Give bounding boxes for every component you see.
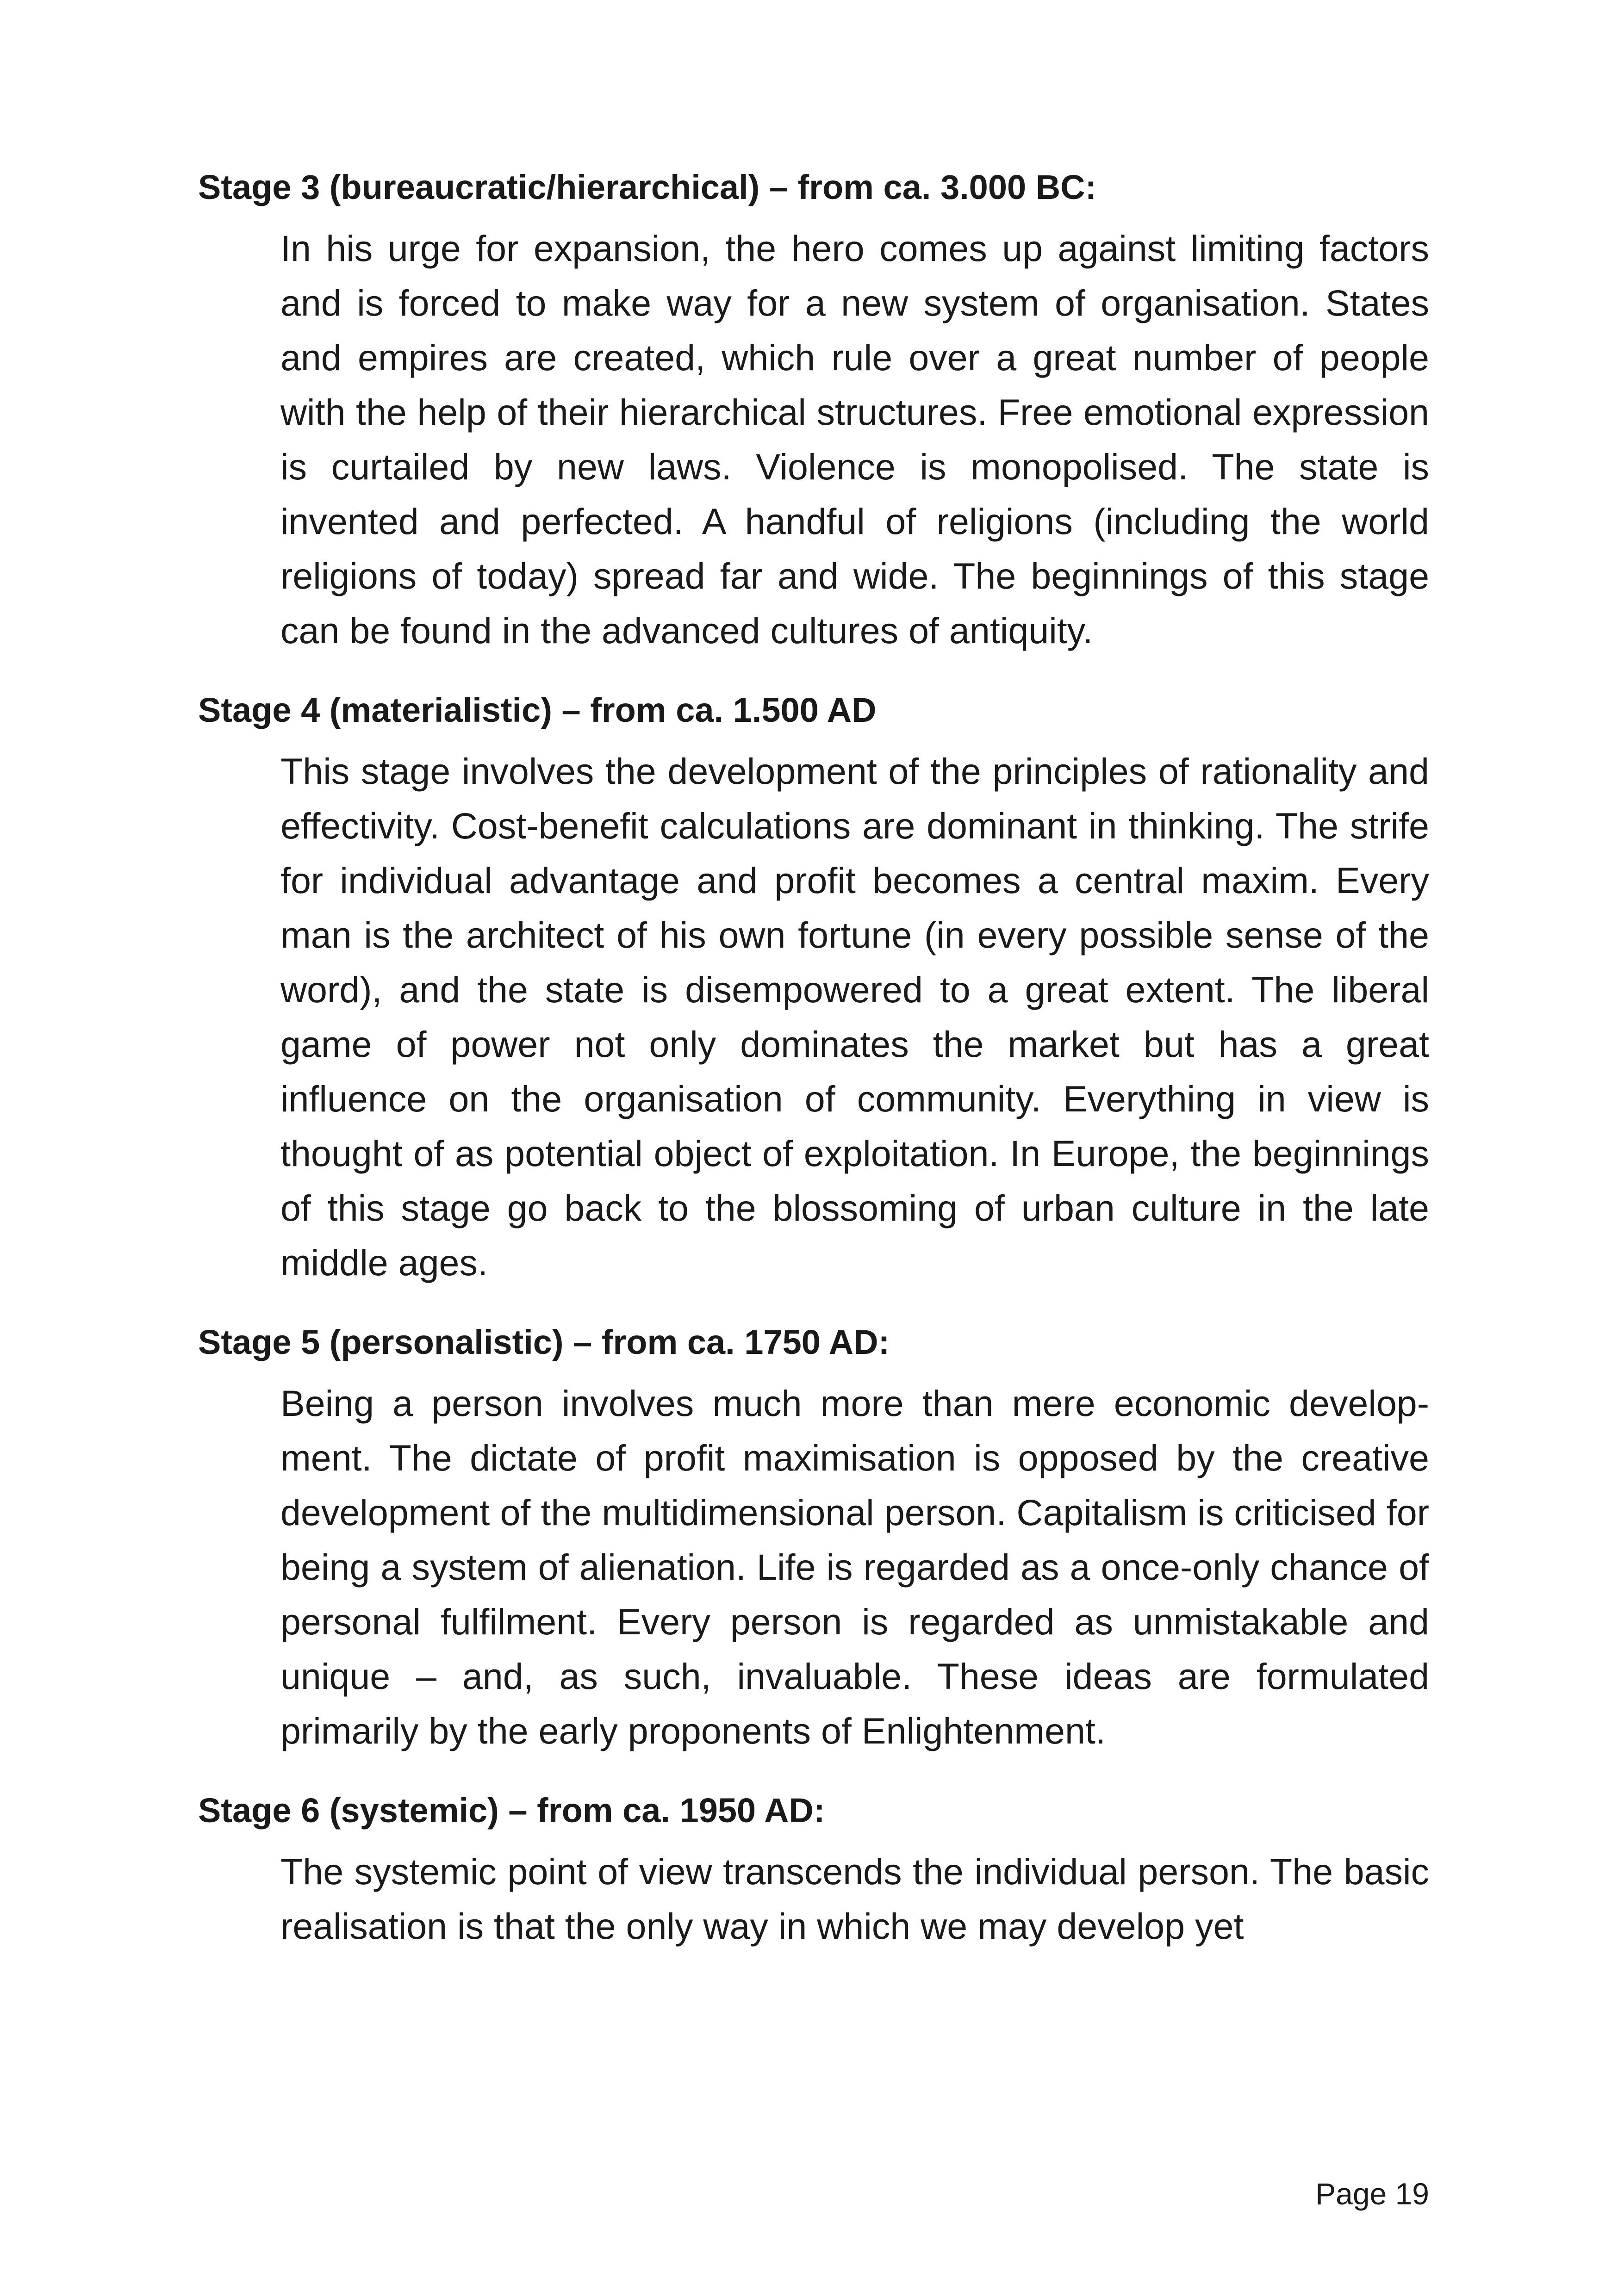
page-number: Page 19 [1315,2177,1429,2211]
stage-6-section [198,1785,1429,1954]
stage-6-body: The systemic point of view transcends the individual person. The basic realisation is that the only way in which we may develop yet [280,1851,1429,1947]
stage-5-body: Being a person involves much more than mere economic development. The dictate of profit maximisation is opposed by the creative development of the multidimensional person. Capitalism is criticised for being a system of alienation. Life is regarded as a once-only chance of personal fulfilment. Every person is regarded as unmistakable and unique – and, as such, invaluable. These ideas are formulated primarily by the early proponents of Enlightenment. [280,1383,1429,1751]
stage-3-heading: Stage 3 (bureaucratic/hierarchical) – from ca. 3.000 BC: [198,168,1097,206]
page-content [198,162,1429,1980]
stage-4-heading: Stage 4 (materialistic) – from ca. 1.500 AD [198,691,877,729]
stage-4-body: This stage involves the development of the principles of rationality and effectivity. Cost-benefit calculations are dominant in thinking. The strife for individual advantage and profit becomes a central maxim. Every man is the architect of his own fortune (in every possible sense of the word), and the state is disempowered to a great extent. The liberal game of power not only dominates the market but has a great influence on the organisation of community. Everything in view is thought of as potential object of exploitation. In Europe, the beginnings of this stage go back to the blossoming of urban culture in the late middle ages. [280,751,1429,1283]
stage-5-heading: Stage 5 (personalistic) – from ca. 1750 AD: [198,1323,890,1361]
stage-4-section [198,685,1429,1290]
stage-3-body: In his urge for expansion, the hero comes up against limiting factors and is forced to make way for a new system of organisation. States and empires are created, which rule over a great number of people with the help of their hierarchical structures. Free emotional expression is curtailed by new laws. Violence is monopolised. The state is invented and perfected. A handful of religions (including the world religions of today) spread far and wide. The beginnings of this stage can be found in the advanced cultures of antiquity. [280,228,1429,651]
stage-5-section [198,1317,1429,1758]
stage-6-heading: Stage 6 (systemic) – from ca. 1950 AD: [198,1791,825,1830]
stage-3-section [198,162,1429,658]
